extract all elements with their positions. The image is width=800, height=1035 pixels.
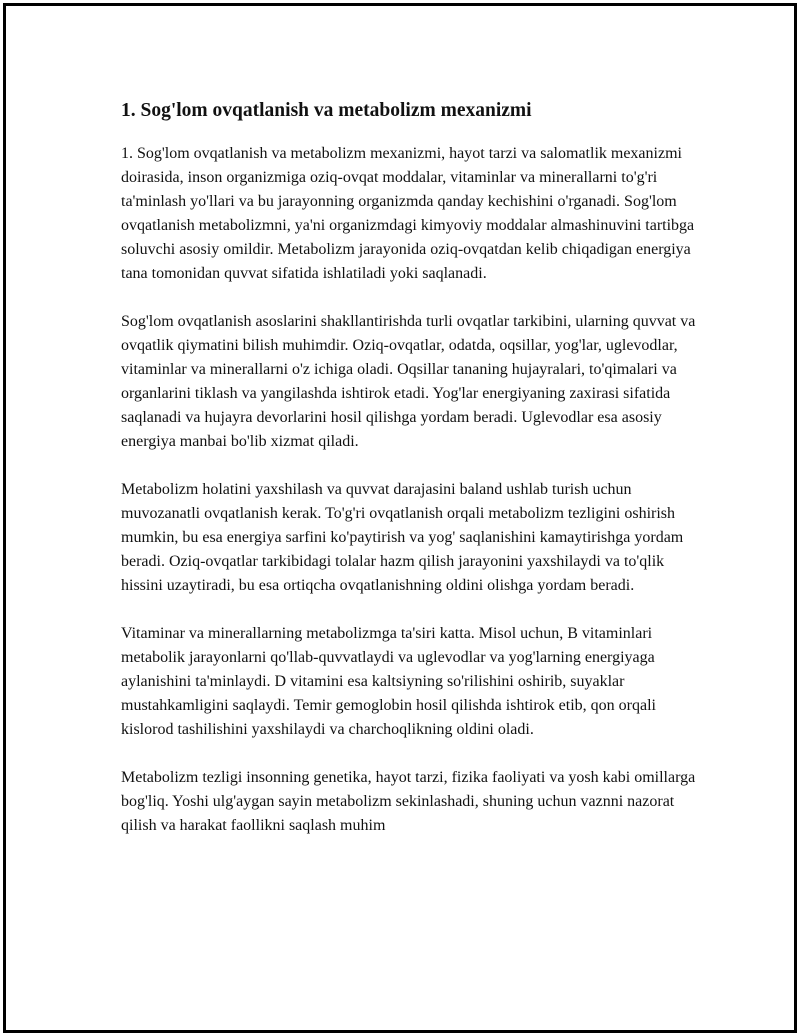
- document-body: [121, 98, 701, 862]
- page-frame: [3, 3, 797, 1033]
- paragraph: Metabolizm holatini yaxshilash va quvvat darajasini baland ushlab turish uchun muvozanatli ovqatlanish kerak. To'g'ri ovqatlanish orqali metabolizm tezligini oshirish mumkin, bu esa energiya sarfini ko'paytirish va yog' saqlanishini kamaytirishga yordam beradi. Oziq-ovqatlar tarkibidagi tolalar hazm qilish jarayonini yaxshilaydi va to'qlik hissini uzaytiradi, bu esa ortiqcha ovqatlanishning oldini olishga yordam beradi.: [121, 481, 684, 594]
- document-title: 1. Sog'lom ovqatlanish va metabolizm mexanizmi: [121, 100, 532, 121]
- paragraph: Sog'lom ovqatlanish asoslarini shakllantirishda turli ovqatlar tarkibini, ularning quvvat va ovqatlik qiymatini bilish muhimdir. Oziq-ovqatlar, odatda, oqsillar, yog'lar, uglevodlar, vitaminlar va minerallarni o'z ichiga oladi. Oqsillar tananing hujayralari, to'qimalari va organlarini tiklash va yangilashda ishtirok etadi. Yog'lar energiyaning zaxirasi sifatida saqlanadi va hujayra devorlarini hosil qilishga yordam beradi. Uglevodlar esa asosiy energiya manbai bo'lib xizmat qiladi.: [121, 313, 696, 450]
- paragraph: Metabolizm tezligi insonning genetika, hayot tarzi, fizika faoliyati va yosh kabi omillarga bog'liq. Yoshi ulg'aygan sayin metabolizm sekinlashadi, shuning uchun vaznni nazorat qilish va harakat faollikni saqlash muhim: [121, 769, 696, 834]
- paragraph: Vitaminar va minerallarning metabolizmga ta'siri katta. Misol uchun, B vitaminlari metabolik jarayonlarni qo'llab-quvvatlaydi va uglevodlar va yog'larning energiyaga aylanishini ta'minlaydi. D vitamini esa kaltsiyning so'rilishini oshirib, suyaklar mustahkamligini saqlaydi. Temir gemoglobin hosil qilishda ishtirok etib, qon orqali kislorod tashilishini yaxshilaydi va charchoqlikning oldini oladi.: [121, 625, 656, 738]
- paragraph: 1. Sog'lom ovqatlanish va metabolizm mexanizmi, hayot tarzi va salomatlik mexanizmi doirasida, inson organizmiga oziq-ovqat moddalar, vitaminlar va minerallarni to'g'ri ta'minlash yo'llari va bu jarayonning organizmda qanday kechishini o'rganadi. Sog'lom ovqatlanish metabolizmni, ya'ni organizmdagi kimyoviy moddalar almashinuvini tartibga soluvchi asosiy omildir. Metabolizm jarayonida oziq-ovqatdan kelib chiqadigan energiya tana tomonidan quvvat sifatida ishlatiladi yoki saqlanadi.: [121, 145, 695, 282]
